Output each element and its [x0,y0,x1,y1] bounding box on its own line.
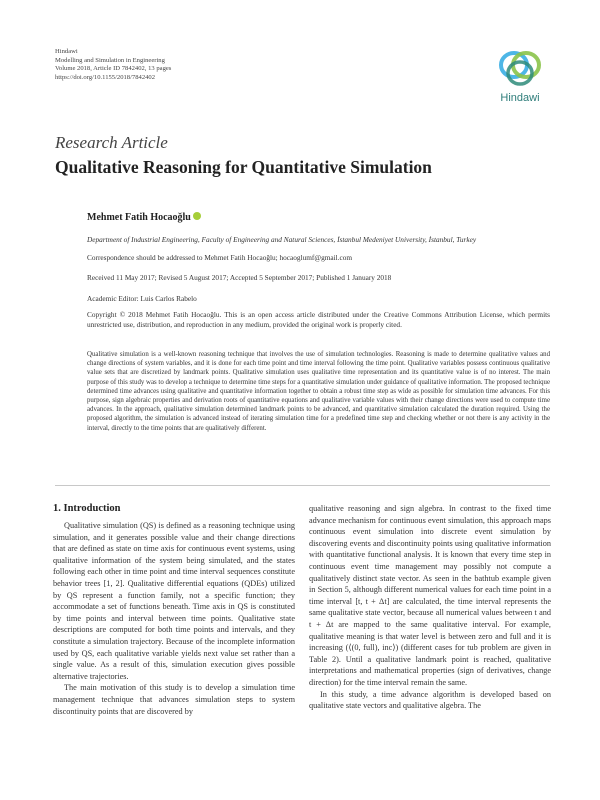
article-type: Research Article [55,133,168,152]
copyright-notice: Copyright © 2018 Mehmet Fatih Hocaoğlu. This is an open access article distributed under the Creative Commons Attribution License, which permits unrestricted use, distribution, and reproduction in any medium, provided the original work is properly cited. [87,310,550,329]
paragraph: Qualitative simulation (QS) is defined as a reasoning technique using simulation, and it generates possible value and their change directions that are defined as state on time axis for continuous event systems, using qualitative information of the system being simulated, and the states following each other in time point and time interval sequences constitute behavior trees [1, 2]. Qualitative differential equations (QDEs) utilized by QS represent a function family, not a specific function; they accommodate a set of functions beneath. Time axis in QS is constituted by time points and interval between time points. Qualitative state descriptions are computed for both time points and intervals, and they constitute a simulation trajectory. Because of the incomplete information used by QS, each qualitative variable yields next value set rather than a single value. As a result of this, simulation execution gives possible alternative trajectories. [53,521,295,681]
correspondence: Correspondence should be addressed to Mehmet Fatih Hocaoğlu; hocaoglumf@gmail.com [87,253,353,262]
section-divider [55,485,550,486]
author-line [87,212,201,223]
publication-dates: Received 11 May 2017; Revised 5 August 2017; Accepted 5 September 2017; Published 1 January 2018 [87,273,392,282]
column-left [53,520,295,717]
article-title: Qualitative Reasoning for Quantitative Simulation [55,157,432,177]
doi-link[interactable]: https://doi.org/10.1155/2018/7842402 [55,73,156,81]
academic-editor: Academic Editor: Luis Carlos Rabelo [87,294,197,303]
paragraph: In this study, a time advance algorithm is developed based on qualitative state vectors and qualitative algebra. The [309,689,551,711]
affiliation: Department of Industrial Engineering, Faculty of Engineering and Natural Sciences, İstanbul Medeniyet University, İstanbul, Turkey [87,235,477,244]
paragraph: The main motivation of this study is to develop a simulation time management technique that advances simulation steps to system discontinuity points that are discovered by [53,683,295,716]
abstract: Qualitative simulation is a well-known reasoning technique that involves the use of simulation technologies. Reasoning is made to determine qualitative values and change directions of system variables, and it is done for each time point and time interval following the time point. Qualitative variables possess continuous qualitative value sets that are discretized by landmark points. Qualitative simulation uses qualitative time representation and its quantitative value is of no interest. The main purpose of this study was to develop a technique to determine time steps for a quantitative simulation under guidance of qualitative information. The proposed technique determined time advances using qualitative and quantitative information together to obtain a robust time step as wide as possible for simulation time advances. For this purpose, sign algebraic properties and derivation roots of quantitative equations and qualitative variable values with their change directions were used to compute time advances. In the approach, qualitative simulation determined landmark points to be advanced, and quantitative simulation calculated the duration required. Using the proposed algorithm, the simulation is advanced instead of iterating simulation time for a predefined time step and checking whether or not there is any activity in the interval, directly to the time points that are qualitatively different. [87,351,550,432]
logo-text: Hindawi [500,92,540,104]
hindawi-logo[interactable] [490,47,550,104]
journal-name: Modelling and Simulation in Engineering [55,56,165,64]
volume-info: Volume 2018, Article ID 7842402, 13 pages [55,65,172,73]
hindawi-logo-icon [497,47,543,89]
section-heading: 1. Introduction [53,503,121,514]
journal-header [55,48,171,82]
paragraph: qualitative reasoning and sign algebra. In contrast to the fixed time advance mechanism for continuous event simulation, this approach maps continuous event simulation into discrete event simulation by discovering events and discontinuity points using qualitative information with quantitative functional analysis. It is known that every time step in continuous event time management may possibly not compute a qualitatively distinct state vector. As seen in the bathtub example given in Section 5, although different numerical values for each time point in a time interval [t, t + Δt] are calculated, the time interval represents the same qualitative state vector, because all numerical values between t and t + Δt are mapped to the same qualitative interval. For example, qualitative meaning is that water level is between zero and full and it is increasing (⟨(0, full), inc⟩) (different cases for tub problem are given in Table 2). Until a qualitative landmark point is reached, qualitative interpretations and mathematical properties (sign of derivatives, change direction) for the time interval remain the same. [309,504,551,687]
column-right [309,503,551,712]
orcid-icon[interactable] [193,212,201,220]
author-name[interactable]: Mehmet Fatih Hocaoğlu [87,212,191,223]
publisher-name: Hindawi [55,48,78,55]
